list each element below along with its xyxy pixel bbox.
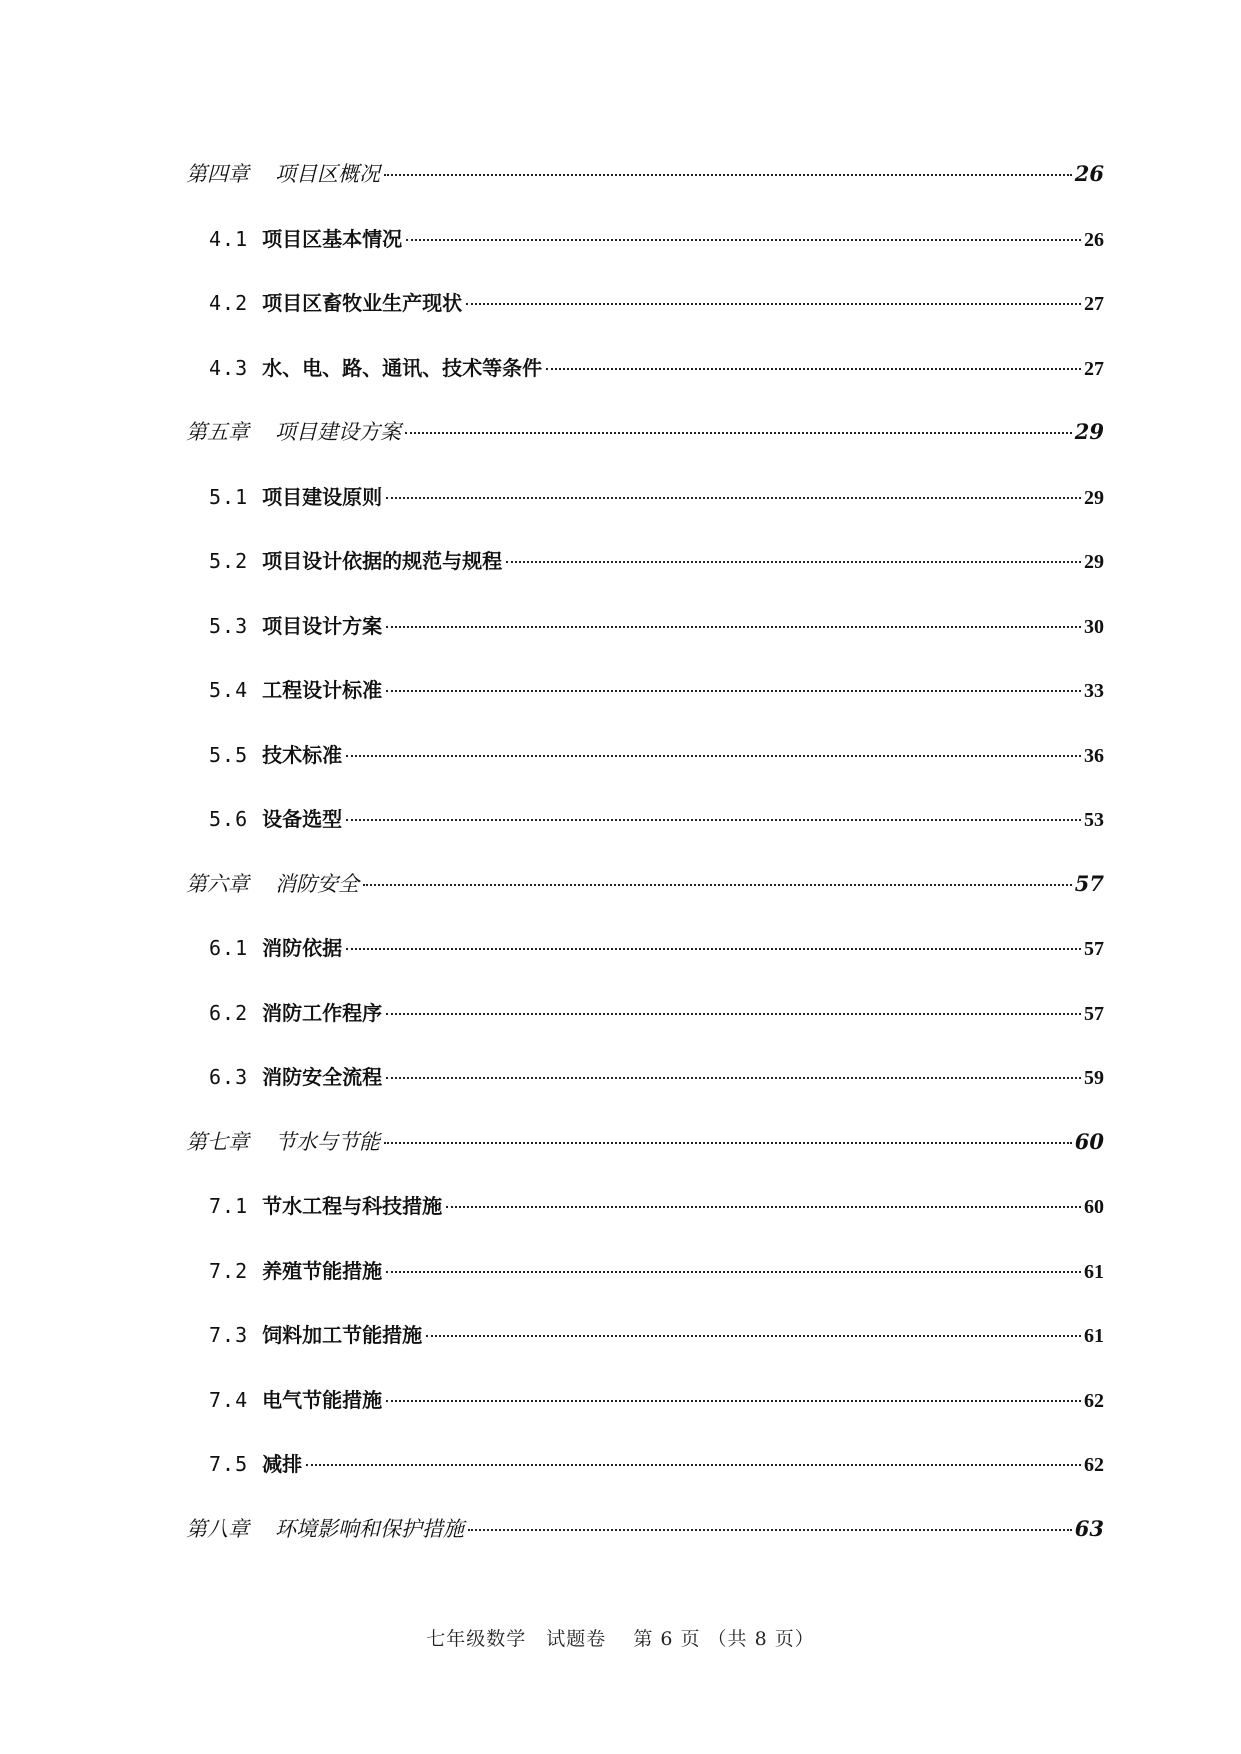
toc-entry-label xyxy=(186,416,401,446)
toc-entry-title: 项目建设方案 xyxy=(275,420,401,444)
toc-page-number: 29 xyxy=(1074,419,1104,444)
toc-section-entry[interactable] xyxy=(186,739,1104,804)
toc-entry-label xyxy=(209,1384,382,1413)
toc-section-entry[interactable] xyxy=(186,1319,1104,1384)
toc-section-entry[interactable] xyxy=(186,997,1104,1062)
toc-page-number: 61 xyxy=(1084,1325,1104,1347)
toc-entry-label xyxy=(209,803,342,832)
toc-chapter-entry[interactable] xyxy=(186,1513,1104,1578)
toc-entry-title: 工程设计标准 xyxy=(262,678,383,702)
toc-dot-leader xyxy=(346,947,1081,950)
toc-entry-title: 减排 xyxy=(262,1452,303,1476)
toc-section-entry[interactable] xyxy=(186,1255,1104,1320)
toc-page-number: 57 xyxy=(1074,870,1104,896)
toc-entry-title: 消防安全流程 xyxy=(262,1065,383,1089)
toc-entry-label xyxy=(209,932,342,961)
toc-dot-leader xyxy=(363,883,1072,886)
toc-entry-number: 5.4 xyxy=(209,678,249,702)
toc-entry-number: 5.6 xyxy=(209,807,249,831)
toc-entry-label xyxy=(209,1061,382,1090)
toc-entry-number: 第六章 xyxy=(186,871,249,896)
toc-entry-number: 5.5 xyxy=(209,742,249,767)
toc-page-number: 27 xyxy=(1084,293,1104,315)
toc-dot-leader xyxy=(406,238,1081,241)
toc-entry-label xyxy=(186,158,380,188)
toc-dot-leader xyxy=(386,625,1081,628)
toc-entry-label xyxy=(209,1319,422,1348)
toc-section-entry[interactable] xyxy=(186,287,1104,352)
toc-chapter-entry[interactable] xyxy=(186,868,1104,933)
toc-entry-number: 6.2 xyxy=(209,1000,249,1025)
toc-entry-label xyxy=(209,1255,382,1284)
toc-page-number: 29 xyxy=(1084,551,1104,573)
toc-section-entry[interactable] xyxy=(186,1384,1104,1449)
toc-entry-title: 电气节能措施 xyxy=(262,1387,383,1412)
toc-page-number: 63 xyxy=(1074,1515,1104,1541)
toc-section-entry[interactable] xyxy=(186,352,1104,417)
toc-entry-number: 5.3 xyxy=(209,613,249,638)
toc-section-entry[interactable] xyxy=(186,1061,1104,1126)
toc-dot-leader xyxy=(384,1141,1072,1144)
toc-dot-leader xyxy=(346,818,1081,821)
toc-entry-number: 7.1 xyxy=(209,1194,249,1218)
toc-page-number: 61 xyxy=(1084,1260,1104,1283)
toc-entry-number: 7.4 xyxy=(209,1387,249,1412)
toc-entry-label xyxy=(209,287,462,316)
toc-entry-title: 技术标准 xyxy=(262,742,343,767)
toc-dot-leader xyxy=(386,1270,1081,1273)
toc-entry-title: 水、电、路、通讯、技术等条件 xyxy=(262,355,543,380)
toc-entry-number: 7.3 xyxy=(209,1323,249,1347)
toc-page-number: 59 xyxy=(1084,1067,1104,1089)
toc-section-entry[interactable] xyxy=(186,1448,1104,1513)
toc-entry-label xyxy=(186,1126,380,1156)
toc-entry-title: 项目设计方案 xyxy=(262,613,383,638)
toc-section-entry[interactable] xyxy=(186,1190,1104,1255)
toc-section-entry[interactable] xyxy=(186,545,1104,610)
toc-entry-number: 7.2 xyxy=(209,1258,249,1283)
toc-page-number: 60 xyxy=(1074,1128,1104,1154)
toc-entry-label xyxy=(186,1513,464,1543)
toc-page-number: 26 xyxy=(1084,228,1104,251)
toc-page-number: 27 xyxy=(1084,357,1104,380)
toc-dot-leader xyxy=(384,173,1072,176)
toc-dot-leader xyxy=(386,1012,1081,1015)
toc-entry-number: 4.1 xyxy=(209,226,249,251)
toc-chapter-entry[interactable] xyxy=(186,416,1104,481)
toc-dot-leader xyxy=(426,1334,1081,1337)
toc-entry-title: 饲料加工节能措施 xyxy=(262,1323,423,1347)
toc-section-entry[interactable] xyxy=(186,803,1104,868)
toc-page-number: 26 xyxy=(1074,161,1104,186)
toc-entry-label xyxy=(209,674,382,703)
toc-entry-title: 项目建设原则 xyxy=(262,484,383,509)
toc-page-number: 62 xyxy=(1084,1454,1104,1476)
toc-dot-leader xyxy=(466,302,1081,305)
toc-entry-label xyxy=(209,739,342,768)
toc-entry-title: 节水与节能 xyxy=(275,1129,380,1154)
toc-section-entry[interactable] xyxy=(186,610,1104,675)
toc-entry-title: 项目区基本情况 xyxy=(262,226,403,251)
toc-entry-label xyxy=(209,481,382,510)
toc-page-number: 62 xyxy=(1084,1389,1104,1412)
page-footer: 七年级数学 试题卷 第 6 页 （共 8 页） xyxy=(426,1628,815,1650)
toc-dot-leader xyxy=(386,689,1081,692)
toc-page-number: 29 xyxy=(1084,486,1104,509)
toc-entry-label xyxy=(186,868,359,898)
toc-entry-number: 7.5 xyxy=(209,1452,249,1476)
toc-dot-leader xyxy=(386,1399,1081,1402)
toc-page-number: 60 xyxy=(1084,1196,1104,1218)
toc-entry-number: 第八章 xyxy=(186,1516,249,1541)
toc-entry-number: 4.2 xyxy=(209,291,249,315)
toc-entry-label xyxy=(209,545,502,574)
toc-entry-title: 节水工程与科技措施 xyxy=(262,1194,443,1218)
toc-page-number: 57 xyxy=(1084,1002,1104,1025)
toc-entry-number: 第四章 xyxy=(186,162,249,186)
toc-entry-label xyxy=(209,223,402,252)
toc-section-entry[interactable] xyxy=(186,674,1104,739)
toc-section-entry[interactable] xyxy=(186,223,1104,288)
toc-entry-number: 6.3 xyxy=(209,1065,249,1089)
toc-entry-title: 消防工作程序 xyxy=(262,1000,383,1025)
toc-entry-number: 6.1 xyxy=(209,936,249,960)
toc-entry-title: 环境影响和保护措施 xyxy=(275,1516,464,1541)
toc-dot-leader xyxy=(405,431,1072,434)
toc-entry-title: 项目区畜牧业生产现状 xyxy=(262,291,463,315)
toc-page-number: 36 xyxy=(1084,744,1104,767)
toc-entry-number: 4.3 xyxy=(209,355,249,380)
toc-dot-leader xyxy=(468,1528,1072,1531)
toc-page-number: 30 xyxy=(1084,615,1104,638)
toc-dot-leader xyxy=(546,367,1081,370)
toc-entry-number: 第七章 xyxy=(186,1129,249,1154)
toc-entry-number: 第五章 xyxy=(186,420,249,444)
toc-entry-label xyxy=(209,997,382,1026)
toc-dot-leader xyxy=(386,496,1081,499)
toc-entry-number: 5.2 xyxy=(209,549,249,573)
toc-chapter-entry[interactable] xyxy=(186,1126,1104,1191)
toc-dot-leader xyxy=(306,1463,1081,1466)
toc-dot-leader xyxy=(346,754,1081,757)
toc-section-entry[interactable] xyxy=(186,481,1104,546)
toc-section-entry[interactable] xyxy=(186,932,1104,997)
toc-entry-title: 设备选型 xyxy=(262,807,343,831)
toc-entry-label xyxy=(209,352,542,381)
toc-entry-title: 项目设计依据的规范与规程 xyxy=(262,549,503,573)
toc-page-number: 53 xyxy=(1084,809,1104,831)
toc-entry-number: 5.1 xyxy=(209,484,249,509)
toc-dot-leader xyxy=(386,1076,1081,1079)
toc-entry-title: 养殖节能措施 xyxy=(262,1258,383,1283)
toc-entry-label xyxy=(209,1190,442,1219)
table-of-contents xyxy=(186,158,1104,1577)
toc-chapter-entry[interactable] xyxy=(186,158,1104,223)
toc-page-number: 57 xyxy=(1084,938,1104,960)
toc-entry-title: 消防安全 xyxy=(275,871,359,896)
toc-dot-leader xyxy=(506,560,1081,563)
toc-entry-title: 消防依据 xyxy=(262,936,343,960)
toc-page-number: 33 xyxy=(1084,680,1104,702)
toc-dot-leader xyxy=(446,1205,1081,1208)
toc-entry-label xyxy=(209,610,382,639)
toc-entry-label xyxy=(209,1448,302,1477)
toc-entry-title: 项目区概况 xyxy=(275,162,380,186)
